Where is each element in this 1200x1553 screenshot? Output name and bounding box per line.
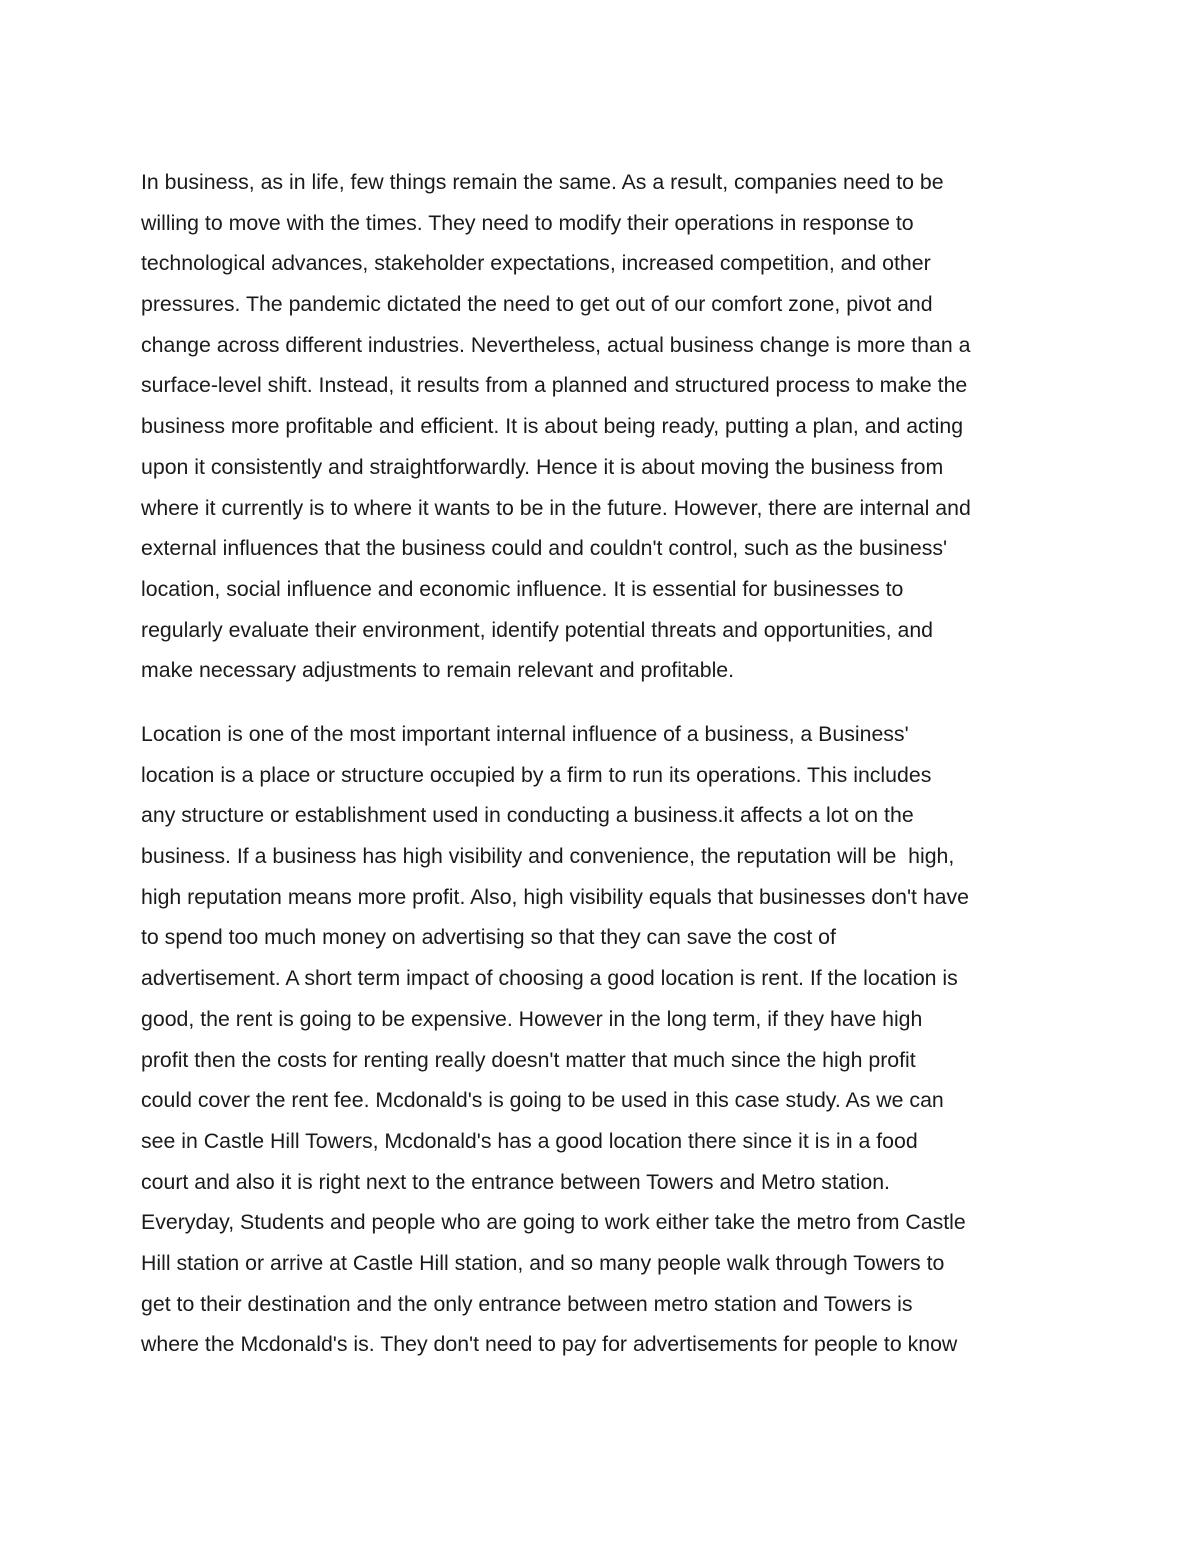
- text-line: surface-level shift. Instead, it results from a planned and structured process to make the: [141, 373, 968, 398]
- text-line: profit then the costs for renting really doesn't matter that much since the high profit: [141, 1047, 916, 1072]
- text-line: to spend too much money on advertising so that they can save the cost of: [141, 925, 836, 950]
- text-line: see in Castle Hill Towers, Mcdonald's has a good location there since it is in a food: [141, 1128, 918, 1153]
- text-line: where it currently is to where it wants to be in the future. However, there are internal and: [141, 495, 971, 520]
- text-line: regularly evaluate their environment, identify potential threats and opportunities, and: [141, 617, 934, 642]
- text-line: high reputation means more profit. Also, high visibility equals that businesses don't have: [141, 884, 970, 909]
- text-line: business more profitable and efficient. It is about being ready, putting a plan, and acting: [141, 414, 964, 439]
- text-line: change across different industries. Nevertheless, actual business change is more than a: [141, 332, 971, 357]
- text-line: Hill station or arrive at Castle Hill station, and so many people walk through Towers to: [141, 1250, 945, 1275]
- paragraph-intro: [141, 162, 1081, 691]
- text-line: make necessary adjustments to remain relevant and profitable.: [141, 658, 735, 683]
- text-line: upon it consistently and straightforwardly. Hence it is about moving the business from: [141, 454, 944, 479]
- text-line: external influences that the business could and couldn't control, such as the business': [141, 536, 948, 561]
- text-line: could cover the rent fee. Mcdonald's is going to be used in this case study. As we can: [141, 1088, 944, 1113]
- paragraph-location: [141, 714, 1081, 1365]
- text-line: get to their destination and the only entrance between metro station and Towers is: [141, 1291, 913, 1316]
- text-line: court and also it is right next to the entrance between Towers and Metro station.: [141, 1169, 890, 1194]
- text-line: Everyday, Students and people who are going to work either take the metro from Castle: [141, 1210, 966, 1235]
- text-line: In business, as in life, few things remain the same. As a result, companies need to be: [141, 170, 944, 194]
- text-line: technological advances, stakeholder expectations, increased competition, and other: [141, 251, 931, 276]
- text-line: pressures. The pandemic dictated the need to get out of our comfort zone, pivot and: [141, 292, 933, 317]
- text-line: willing to move with the times. They need to modify their operations in response to: [141, 210, 914, 235]
- text-line: advertisement. A short term impact of choosing a good location is rent. If the location is: [141, 966, 958, 991]
- text-line: any structure or establishment used in conducting a business.it affects a lot on the: [141, 803, 914, 828]
- text-line: location is a place or structure occupied by a firm to run its operations. This includes: [141, 762, 932, 787]
- text-line: Location is one of the most important internal influence of a business, a Business': [141, 722, 909, 746]
- text-line: business. If a business has high visibility and convenience, the reputation will be high,: [141, 844, 955, 869]
- text-line: where the Mcdonald's is. They don't need to pay for advertisements for people to know: [141, 1332, 958, 1357]
- text-line: location, social influence and economic influence. It is essential for businesses to: [141, 576, 904, 601]
- text-line: good, the rent is going to be expensive. However in the long term, if they have high: [141, 1006, 923, 1031]
